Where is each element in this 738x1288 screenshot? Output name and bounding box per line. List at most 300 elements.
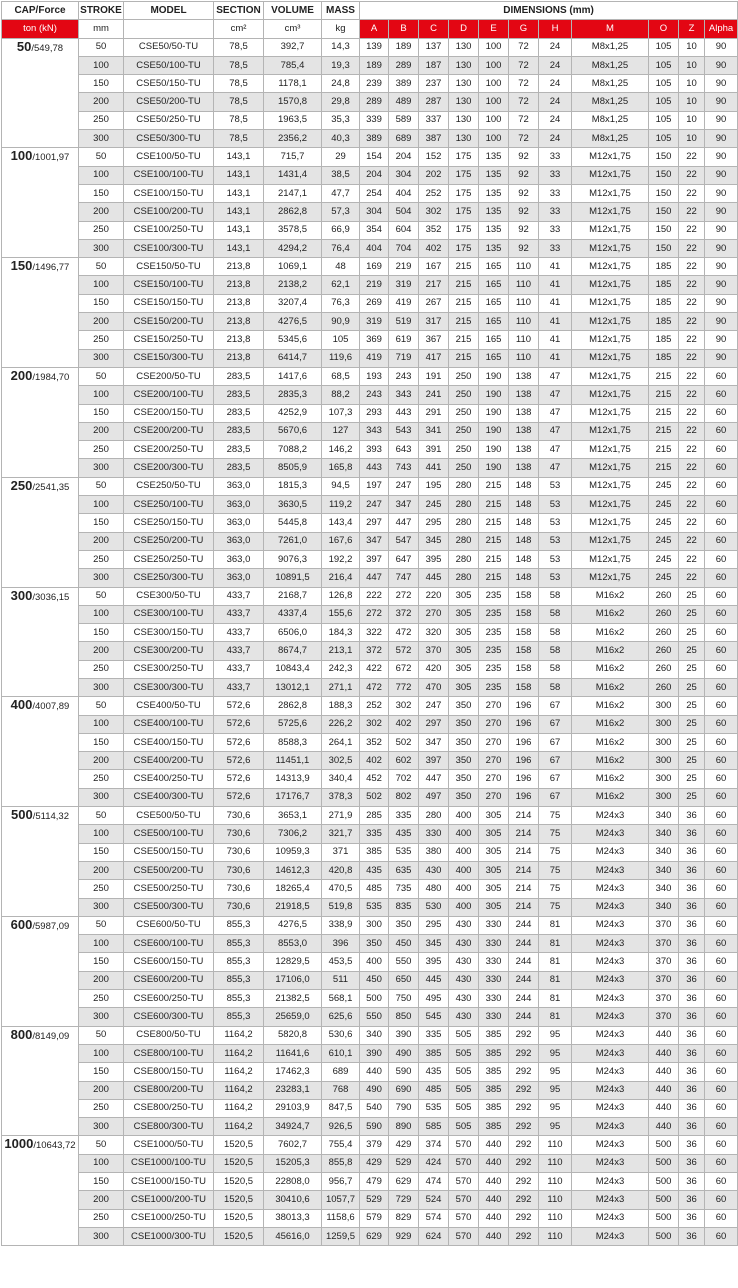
table-row [2,1209,738,1227]
model-cell: CSE1000/200-TU [124,1191,214,1209]
model-cell: CSE150/50-TU [124,258,214,276]
dim-d-cell: 305 [449,587,479,605]
dim-e-cell: 135 [479,221,509,239]
dim-a-cell: 300 [360,916,389,934]
dim-a-cell: 169 [360,258,389,276]
table-row [2,605,738,623]
dim-alpha-cell: 60 [705,752,738,770]
dim-m-cell: M24x3 [572,971,649,989]
dim-b-cell: 589 [389,111,419,129]
dim-c-cell: 535 [419,1099,449,1117]
dim-d-cell: 130 [449,111,479,129]
capacity-ton: 500 [11,807,33,823]
dim-b-cell: 604 [389,221,419,239]
dim-h-cell: 95 [539,1118,572,1136]
stroke-cell: 250 [79,441,124,459]
dim-e-cell: 215 [479,532,509,550]
stroke-cell: 300 [79,239,124,257]
dim-c-cell: 497 [419,788,449,806]
dim-g-cell: 138 [509,422,539,440]
dim-d-cell: 505 [449,1044,479,1062]
dim-o-cell: 150 [649,166,679,184]
dim-d-cell: 175 [449,239,479,257]
dim-alpha-cell: 60 [705,807,738,825]
dim-b-cell: 289 [389,56,419,74]
dim-z-cell: 22 [679,239,705,257]
volume-cell: 21918,5 [264,898,322,916]
dim-c-cell: 402 [419,239,449,257]
model-cell: CSE50/250-TU [124,111,214,129]
stroke-cell: 100 [79,1154,124,1172]
dim-m-cell: M24x3 [572,880,649,898]
dim-m-cell: M12x1,75 [572,496,649,514]
dim-alpha-cell: 60 [705,1227,738,1245]
mass-cell: 420,8 [322,861,360,879]
dim-a-cell: 404 [360,239,389,257]
model-cell: CSE250/100-TU [124,496,214,514]
dim-g-cell: 292 [509,1026,539,1044]
capacity-cell [2,916,79,1026]
dim-e-cell: 440 [479,1136,509,1154]
dim-c-cell: 474 [419,1173,449,1191]
dim-g-cell: 148 [509,514,539,532]
dim-h-cell: 33 [539,166,572,184]
dim-h-cell: 81 [539,953,572,971]
dim-z-cell: 36 [679,953,705,971]
model-cell: CSE50/50-TU [124,38,214,56]
table-row [2,807,738,825]
volume-cell: 6414,7 [264,349,322,367]
model-cell: CSE50/150-TU [124,75,214,93]
stroke-cell: 100 [79,276,124,294]
dim-a-cell: 447 [360,569,389,587]
mass-cell: 119,2 [322,496,360,514]
dim-a-cell: 379 [360,1136,389,1154]
dim-c-cell: 447 [419,770,449,788]
mass-cell: 340,4 [322,770,360,788]
volume-cell: 30410,6 [264,1191,322,1209]
dim-h-cell: 81 [539,1008,572,1026]
dim-o-cell: 105 [649,93,679,111]
dim-m-cell: M8x1,25 [572,56,649,74]
section-cell: 572,6 [214,752,264,770]
dim-c-cell: 295 [419,916,449,934]
dim-g-cell: 196 [509,697,539,715]
dim-c-cell: 267 [419,294,449,312]
volume-cell: 2835,3 [264,386,322,404]
stroke-cell: 250 [79,990,124,1008]
volume-cell: 13012,1 [264,678,322,696]
dim-g-cell: 196 [509,733,539,751]
volume-cell: 3578,5 [264,221,322,239]
dim-c-cell: 217 [419,276,449,294]
model-cell: CSE200/200-TU [124,422,214,440]
volume-cell: 14612,3 [264,861,322,879]
volume-cell: 2138,2 [264,276,322,294]
section-cell: 433,7 [214,642,264,660]
dim-e-cell: 215 [479,550,509,568]
dim-d-cell: 570 [449,1191,479,1209]
dim-o-cell: 300 [649,770,679,788]
dim-o-cell: 215 [649,422,679,440]
dim-m-cell: M16x2 [572,660,649,678]
section-cell: 1164,2 [214,1118,264,1136]
model-cell: CSE500/300-TU [124,898,214,916]
dim-b-cell: 390 [389,1026,419,1044]
dim-b-cell: 343 [389,386,419,404]
dim-g-cell: 292 [509,1136,539,1154]
table-row [2,75,738,93]
section-cell: 78,5 [214,75,264,93]
mass-cell: 242,3 [322,660,360,678]
table-row [2,56,738,74]
table-row [2,532,738,550]
dim-h-cell: 75 [539,861,572,879]
dim-z-cell: 25 [679,733,705,751]
dim-m-cell: M12x1,75 [572,276,649,294]
dim-h-cell: 24 [539,38,572,56]
dim-c-cell: 495 [419,990,449,1008]
dim-o-cell: 245 [649,514,679,532]
stroke-cell: 150 [79,75,124,93]
stroke-cell: 150 [79,184,124,202]
stroke-cell: 50 [79,477,124,495]
dim-d-cell: 215 [449,258,479,276]
mass-cell: 1259,5 [322,1227,360,1245]
dim-a-cell: 629 [360,1227,389,1245]
dim-a-cell: 219 [360,276,389,294]
dim-c-cell: 480 [419,880,449,898]
dim-h-cell: 41 [539,349,572,367]
dim-alpha-cell: 60 [705,587,738,605]
dim-z-cell: 36 [679,1136,705,1154]
dim-g-cell: 148 [509,496,539,514]
capacity-cell [2,697,79,807]
capacity-ton: 800 [10,1026,33,1042]
dim-z-cell: 25 [679,587,705,605]
dim-z-cell: 22 [679,349,705,367]
dim-g-cell: 138 [509,404,539,422]
volume-cell: 2862,8 [264,697,322,715]
dim-o-cell: 150 [649,221,679,239]
model-cell: CSE50/300-TU [124,130,214,148]
dim-alpha-cell: 60 [705,843,738,861]
dim-c-cell: 241 [419,386,449,404]
table-row [2,276,738,294]
dim-g-cell: 148 [509,477,539,495]
section-cell: 213,8 [214,258,264,276]
dim-z-cell: 22 [679,367,705,385]
mass-cell: 14,3 [322,38,360,56]
mass-cell: 453,5 [322,953,360,971]
dim-z-cell: 10 [679,111,705,129]
volume-cell: 11641,6 [264,1044,322,1062]
table-row [2,313,738,331]
mass-cell: 155,6 [322,605,360,623]
stroke-cell: 150 [79,953,124,971]
volume-cell: 4276,5 [264,916,322,934]
dim-a-cell: 222 [360,587,389,605]
dim-d-cell: 215 [449,331,479,349]
table-row [2,587,738,605]
volume-cell: 8505,9 [264,459,322,477]
dim-m-cell: M24x3 [572,898,649,916]
dim-m-cell: M12x1,75 [572,514,649,532]
volume-cell: 10891,5 [264,569,322,587]
stroke-cell: 200 [79,422,124,440]
dim-alpha-cell: 60 [705,788,738,806]
dim-b-cell: 502 [389,733,419,751]
dim-c-cell: 387 [419,130,449,148]
capacity-ton: 250 [10,477,33,493]
table-row [2,1118,738,1136]
mass-cell: 107,3 [322,404,360,422]
dim-d-cell: 570 [449,1227,479,1245]
dim-e-cell: 190 [479,459,509,477]
dim-z-cell: 36 [679,880,705,898]
dim-b-cell: 489 [389,93,419,111]
model-cell: CSE500/50-TU [124,807,214,825]
dim-h-cell: 58 [539,605,572,623]
dim-d-cell: 175 [449,166,479,184]
dim-z-cell: 36 [679,1063,705,1081]
stroke-cell: 300 [79,1118,124,1136]
dim-g-cell: 244 [509,990,539,1008]
dim-alpha-cell: 60 [705,1118,738,1136]
dim-b-cell: 619 [389,331,419,349]
dim-c-cell: 395 [419,550,449,568]
capacity-cell [2,807,79,917]
dim-a-cell: 372 [360,642,389,660]
section-cell: 730,6 [214,880,264,898]
dim-g-cell: 244 [509,1008,539,1026]
volume-cell: 5345,6 [264,331,322,349]
capacity-ton: 50 [16,38,32,54]
dim-e-cell: 165 [479,276,509,294]
dim-z-cell: 22 [679,569,705,587]
dim-c-cell: 391 [419,441,449,459]
mass-cell: 38,5 [322,166,360,184]
dim-alpha-cell: 90 [705,75,738,93]
table-row [2,331,738,349]
dim-d-cell: 430 [449,916,479,934]
mass-cell: 271,9 [322,807,360,825]
capacity-kn: /1001,97 [32,152,70,164]
dim-c-cell: 397 [419,752,449,770]
section-cell: 283,5 [214,367,264,385]
mass-cell: 530,6 [322,1026,360,1044]
stroke-cell: 300 [79,1008,124,1026]
dim-o-cell: 440 [649,1063,679,1081]
model-cell: CSE1000/150-TU [124,1173,214,1191]
dim-b-cell: 402 [389,715,419,733]
dim-h-cell: 110 [539,1209,572,1227]
dim-z-cell: 22 [679,459,705,477]
model-cell: CSE1000/50-TU [124,1136,214,1154]
capacity-ton: 200 [10,367,33,383]
dim-b-cell: 672 [389,660,419,678]
dim-b-cell: 729 [389,1191,419,1209]
dim-a-cell: 402 [360,752,389,770]
dim-e-cell: 330 [479,971,509,989]
section-cell: 78,5 [214,111,264,129]
dim-e-cell: 305 [479,880,509,898]
mass-cell: 29 [322,148,360,166]
dim-e-cell: 165 [479,331,509,349]
model-cell: CSE500/150-TU [124,843,214,861]
stroke-cell: 200 [79,1191,124,1209]
dim-o-cell: 185 [649,313,679,331]
dim-g-cell: 72 [509,111,539,129]
dim-g-cell: 292 [509,1154,539,1172]
dim-d-cell: 430 [449,1008,479,1026]
mass-cell: 371 [322,843,360,861]
section-cell: 433,7 [214,624,264,642]
volume-cell: 3207,4 [264,294,322,312]
volume-cell: 38013,3 [264,1209,322,1227]
model-cell: CSE150/250-TU [124,331,214,349]
model-cell: CSE100/300-TU [124,239,214,257]
model-cell: CSE250/150-TU [124,514,214,532]
dim-g-cell: 92 [509,148,539,166]
dim-e-cell: 135 [479,184,509,202]
dim-h-cell: 53 [539,496,572,514]
dim-alpha-cell: 90 [705,203,738,221]
dim-o-cell: 215 [649,459,679,477]
dim-o-cell: 105 [649,56,679,74]
dim-c-cell: 297 [419,715,449,733]
dim-h-cell: 53 [539,550,572,568]
dim-g-cell: 292 [509,1099,539,1117]
capacity-kn: /10643,72 [33,1140,76,1152]
dim-d-cell: 305 [449,624,479,642]
dim-g-cell: 244 [509,953,539,971]
section-cell: 572,6 [214,770,264,788]
dim-alpha-cell: 60 [705,532,738,550]
dim-m-cell: M16x2 [572,770,649,788]
volume-cell: 10843,4 [264,660,322,678]
capacity-ton: 400 [10,697,33,713]
section-cell: 283,5 [214,386,264,404]
table-row [2,367,738,385]
stroke-cell: 50 [79,916,124,934]
dim-m-cell: M16x2 [572,624,649,642]
dim-o-cell: 260 [649,642,679,660]
dim-a-cell: 393 [360,441,389,459]
dim-h-cell: 67 [539,752,572,770]
dim-m-cell: M12x1,75 [572,349,649,367]
dim-d-cell: 250 [449,367,479,385]
model-cell: CSE300/300-TU [124,678,214,696]
volume-cell: 4294,2 [264,239,322,257]
dim-a-cell: 429 [360,1154,389,1172]
dim-d-cell: 350 [449,733,479,751]
dim-e-cell: 100 [479,75,509,93]
dim-g-cell: 138 [509,367,539,385]
dim-m-cell: M16x2 [572,642,649,660]
dim-a-cell: 397 [360,550,389,568]
dim-h-cell: 81 [539,916,572,934]
stroke-cell: 100 [79,496,124,514]
table-row [2,1044,738,1062]
table-row [2,770,738,788]
dim-m-cell: M8x1,25 [572,111,649,129]
table-row [2,514,738,532]
mass-cell: 35,3 [322,111,360,129]
dim-alpha-cell: 60 [705,459,738,477]
dim-d-cell: 400 [449,880,479,898]
dim-c-cell: 545 [419,1008,449,1026]
dim-m-cell: M24x3 [572,1209,649,1227]
dim-e-cell: 305 [479,825,509,843]
dim-b-cell: 302 [389,697,419,715]
dim-a-cell: 304 [360,203,389,221]
dim-d-cell: 175 [449,148,479,166]
dim-d-cell: 250 [449,404,479,422]
dim-d-cell: 305 [449,678,479,696]
model-cell: CSE200/250-TU [124,441,214,459]
model-cell: CSE100/50-TU [124,148,214,166]
dim-e-cell: 305 [479,861,509,879]
dim-c-cell: 247 [419,697,449,715]
model-cell: CSE250/250-TU [124,550,214,568]
dim-alpha-cell: 60 [705,624,738,642]
dim-a-cell: 189 [360,56,389,74]
dim-h-cell: 75 [539,880,572,898]
model-cell: CSE50/100-TU [124,56,214,74]
section-cell: 283,5 [214,459,264,477]
dim-b-cell: 689 [389,130,419,148]
table-row [2,569,738,587]
dim-c-cell: 352 [419,221,449,239]
dim-o-cell: 245 [649,550,679,568]
table-row [2,1026,738,1044]
dim-h-cell: 58 [539,642,572,660]
model-cell: CSE1000/300-TU [124,1227,214,1245]
dim-o-cell: 500 [649,1209,679,1227]
dim-a-cell: 193 [360,367,389,385]
dim-a-cell: 243 [360,386,389,404]
volume-cell: 25659,0 [264,1008,322,1026]
capacity-kn: /5114,32 [32,811,69,823]
dim-z-cell: 22 [679,221,705,239]
dim-col-a: A [360,20,389,38]
mass-cell: 956,7 [322,1173,360,1191]
capacity-cell [2,1026,79,1136]
table-row [2,148,738,166]
header-model: MODEL [124,2,214,20]
dim-o-cell: 260 [649,624,679,642]
dim-z-cell: 25 [679,605,705,623]
dim-g-cell: 214 [509,898,539,916]
model-cell: CSE500/200-TU [124,861,214,879]
dim-alpha-cell: 90 [705,294,738,312]
dim-h-cell: 58 [539,587,572,605]
volume-cell: 29103,9 [264,1099,322,1117]
dim-z-cell: 36 [679,1081,705,1099]
dim-d-cell: 280 [449,532,479,550]
dim-e-cell: 100 [479,56,509,74]
mass-cell: 847,5 [322,1099,360,1117]
volume-cell: 715,7 [264,148,322,166]
dim-o-cell: 105 [649,75,679,93]
dim-b-cell: 435 [389,825,419,843]
dim-b-cell: 204 [389,148,419,166]
table-row [2,624,738,642]
dim-g-cell: 214 [509,880,539,898]
dim-e-cell: 440 [479,1154,509,1172]
dim-d-cell: 130 [449,130,479,148]
